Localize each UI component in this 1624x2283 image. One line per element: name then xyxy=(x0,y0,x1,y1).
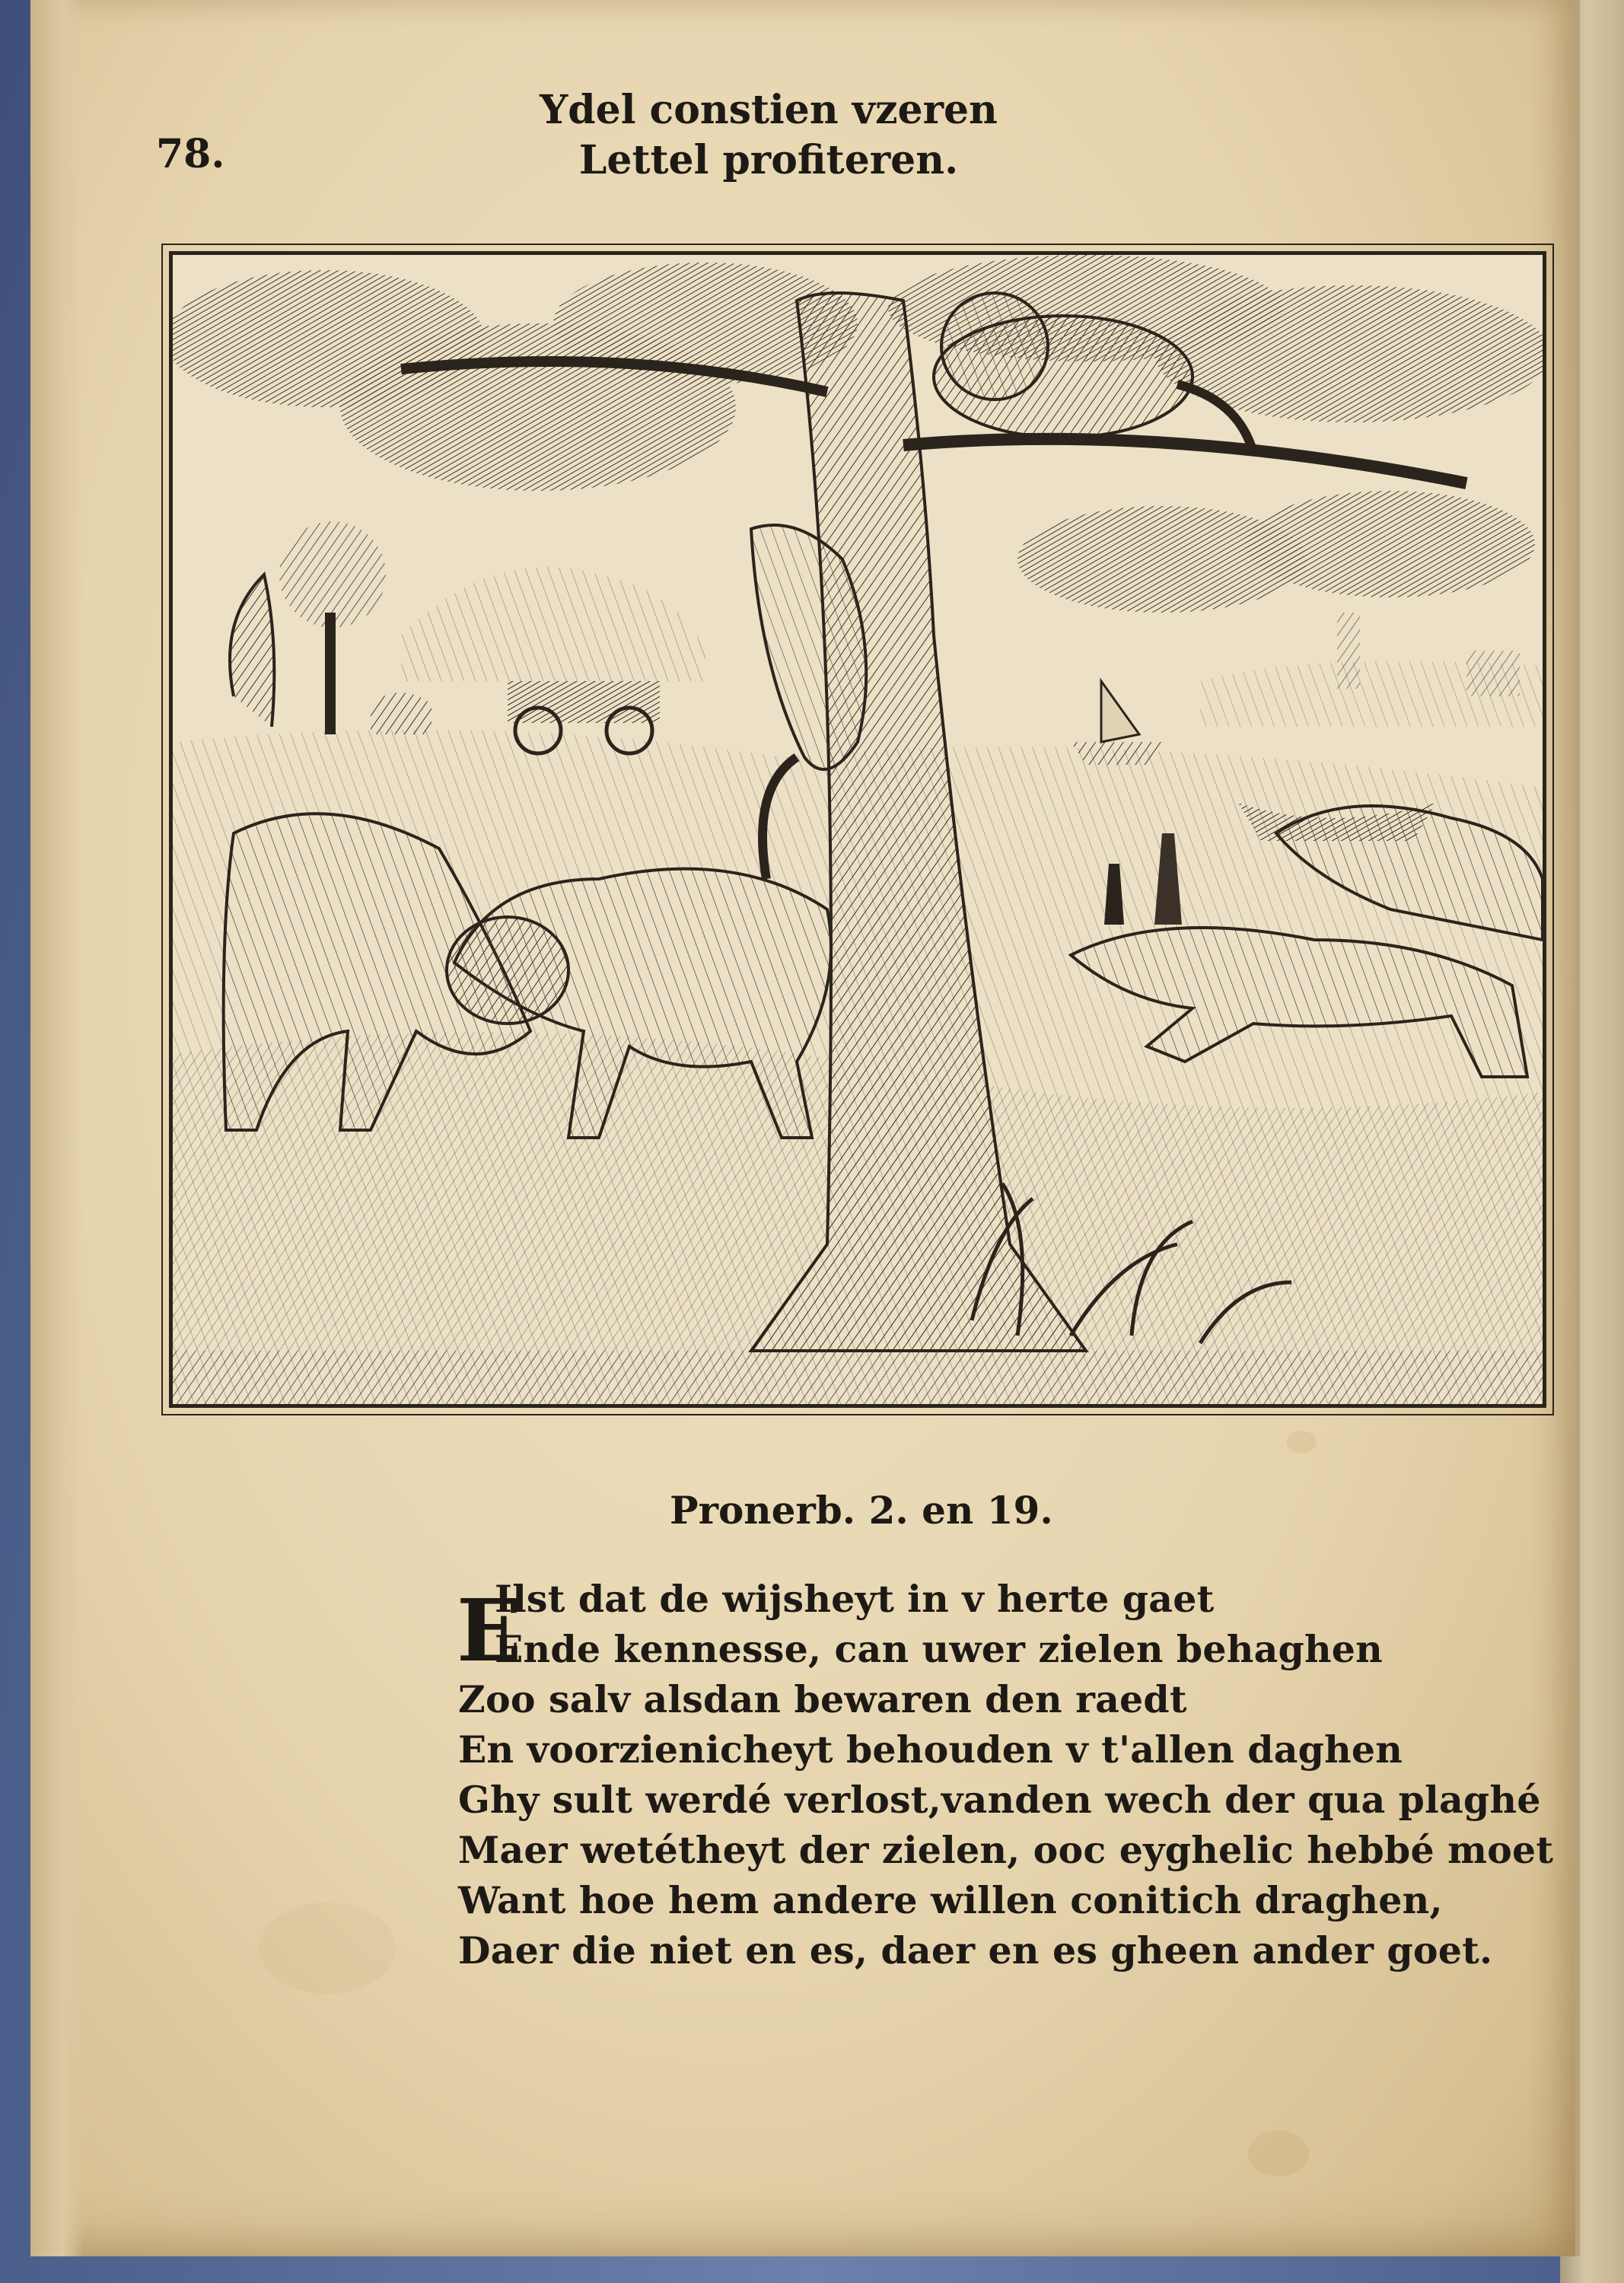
bible-citation: Pronerb. 2. en 19. xyxy=(670,1488,1053,1533)
gutter-shadow xyxy=(30,0,84,2256)
emblem-motto xyxy=(502,85,1035,186)
poem-line: Want hoe hem andere willen conitich draghen, xyxy=(458,1878,1443,1922)
motto-line-1: Ydel constien vzeren xyxy=(540,87,998,133)
poem-line: Zoo salv alsdan bewaren den raedt xyxy=(458,1677,1187,1721)
poem-line: Maer wetétheyt der zielen, ooc eyghelic hebbé moet xyxy=(458,1828,1554,1872)
poem-line: En voorzienicheyt behouden v t'allen daghen xyxy=(458,1727,1403,1772)
poem-text xyxy=(457,1574,1554,1976)
stain xyxy=(1286,1431,1317,1454)
page-number: 78. xyxy=(156,131,225,177)
engraving-art xyxy=(173,255,1543,1404)
poem-line: Ghy sult werdé verlost,vanden wech der qua plaghé xyxy=(458,1778,1541,1822)
drop-cap-initial: E xyxy=(457,1581,522,1681)
poem-line: Ende kennesse, can uwer zielen behaghen xyxy=(495,1627,1384,1671)
motto-line-2: Lettel profiteren. xyxy=(578,137,959,183)
stain xyxy=(1248,2131,1309,2176)
poem-line: Daer die niet en es, daer en es gheen ander goet. xyxy=(458,1928,1493,1973)
poem-line: Ilst dat de wijsheyt in v herte gaet xyxy=(495,1577,1215,1621)
stain xyxy=(259,1902,396,1994)
engraving-illustration xyxy=(169,251,1546,1408)
